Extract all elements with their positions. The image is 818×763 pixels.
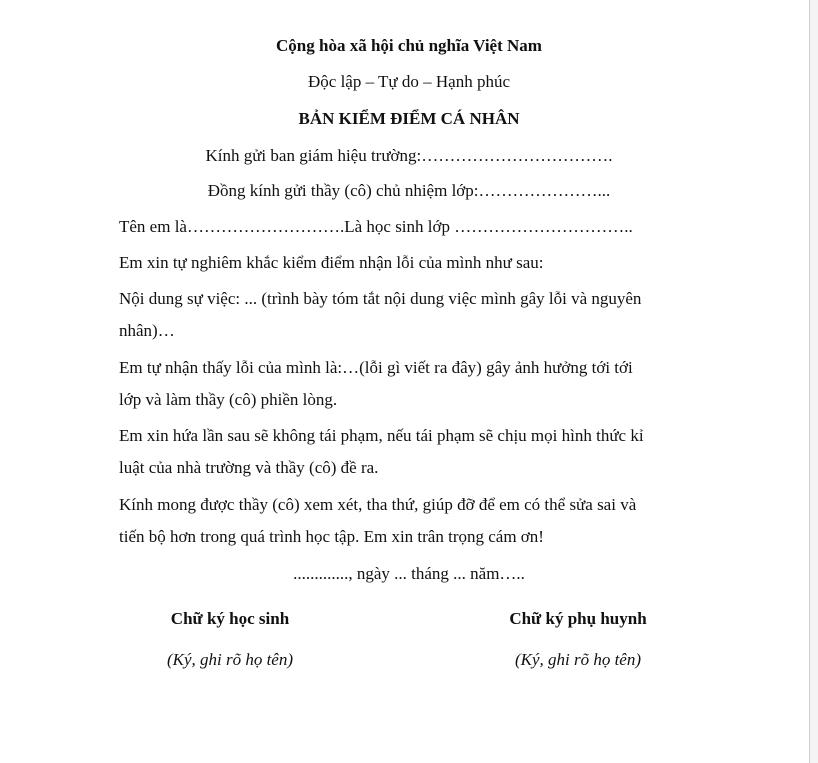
page-right-gutter [810,0,818,763]
promise-line-1: Em xin hứa lần sau sẽ không tái phạm, nếu tái phạm sẽ chịu mọi hình thức kỉ [119,426,644,445]
parent-signature-note: (Ký, ghi rõ họ tên) [514,650,642,669]
recipient-line-school: Kính gửi ban giám hiệu trường:……………………………. [205,146,613,165]
incident-content-line-2: nhân)… [119,321,175,340]
motto-line: Độc lập – Tự do – Hạnh phúc [308,72,510,91]
student-signature-label: Chữ ký học sinh [170,609,290,628]
document-title: BẢN KIỂM ĐIỂM CÁ NHÂN [298,109,520,128]
request-line-1: Kính mong được thầy (cô) xem xét, tha thứ, giúp đỡ để em có thể sửa sai và [119,495,637,514]
request-line-2: tiến bộ hơn trong quá trình học tập. Em xin trân trọng cám ơn! [119,527,544,546]
recipient-line-teacher: Đồng kính gửi thầy (cô) chủ nhiệm lớp:…………………... [207,181,611,200]
fault-line-2: lớp và làm thầy (cô) phiền lòng. [119,390,338,409]
date-line: ............., ngày ... tháng ... năm….. [293,564,525,583]
student-signature-note: (Ký, ghi rõ họ tên) [166,650,294,669]
parent-signature-label: Chữ ký phụ huynh [509,609,647,628]
intro-line: Em xin tự nghiêm khắc kiểm điểm nhận lỗi của mình như sau: [119,253,544,272]
nation-heading: Cộng hòa xã hội chủ nghĩa Việt Nam [276,36,542,55]
promise-line-2: luật của nhà trường và thầy (cô) đề ra. [119,458,379,477]
incident-content-line-1: Nội dung sự việc: ... (trình bày tóm tắt nội dung việc mình gây lỗi và nguyên [119,289,642,308]
student-info-line: Tên em là……………………….Là học sinh lớp ………………………….. [119,217,633,236]
fault-line-1: Em tự nhận thấy lỗi của mình là:…(lỗi gì viết ra đây) gây ảnh hưởng tới tới [119,358,633,377]
